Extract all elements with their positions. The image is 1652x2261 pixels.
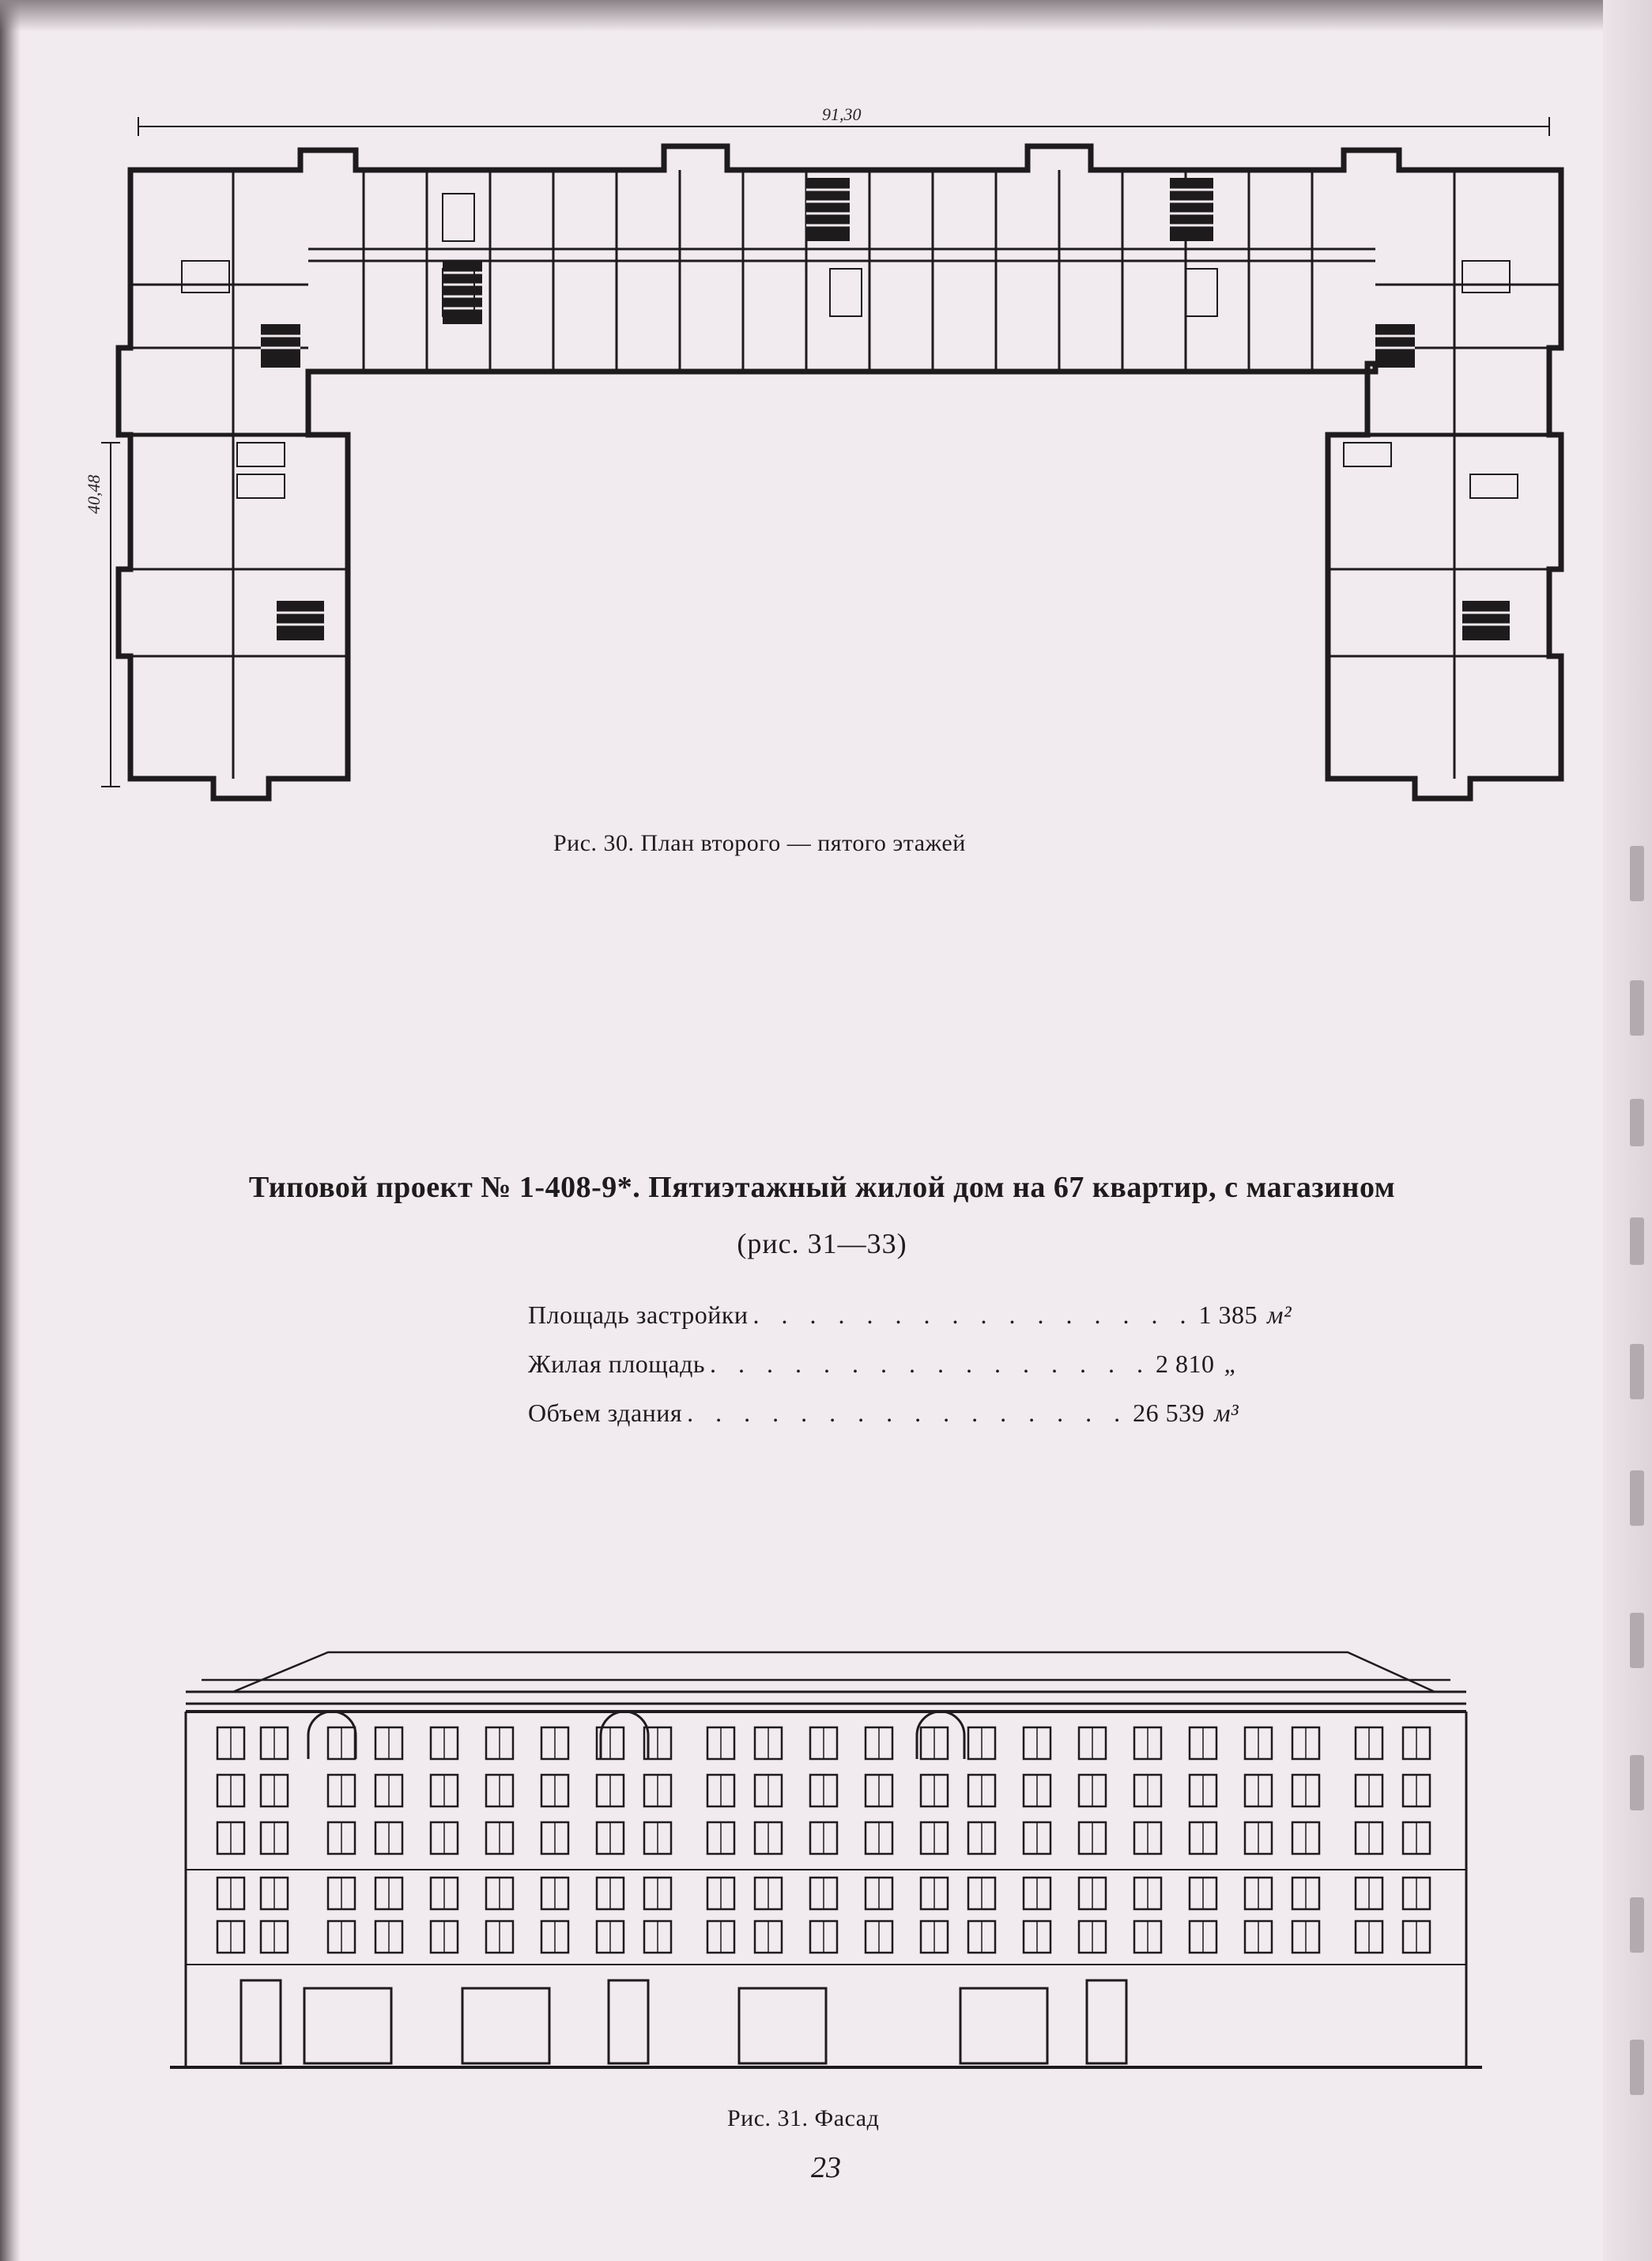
figure-31-caption: Рис. 31. Фасад: [727, 2105, 880, 2131]
stat-value: 1 385: [1198, 1300, 1258, 1329]
stat-label: Объем здания: [528, 1398, 683, 1427]
shop-window: [304, 1988, 391, 2063]
figures-reference: (рис. 31—33): [737, 1228, 907, 1259]
project-stats: [528, 1300, 1292, 1448]
stat-unit: м³: [1214, 1398, 1239, 1427]
spiral-binding: [1603, 0, 1652, 2261]
entrance-door: [609, 1980, 648, 2063]
plan-height-dimension: 40,48: [84, 474, 104, 514]
stat-row: [528, 1349, 1239, 1398]
shop-window: [739, 1988, 826, 2063]
stat-value: 2 810: [1156, 1349, 1215, 1378]
page-edge-shadow: [0, 0, 21, 2261]
floor-plan-drawing: [95, 103, 1597, 830]
stat-label: Площадь застройки: [528, 1300, 749, 1329]
facade-windows: [217, 1712, 1430, 2063]
stat-unit: „: [1224, 1349, 1239, 1378]
figure-30-caption: Рис. 30. План второго — пятого этажей: [553, 830, 966, 856]
stat-value: 26 539: [1133, 1398, 1205, 1427]
stat-label: Жилая площадь: [528, 1349, 705, 1378]
stat-unit: м²: [1267, 1300, 1292, 1329]
entrance-door: [1087, 1980, 1126, 2063]
stat-row: [528, 1300, 1292, 1349]
leader-dots: . . . . . . . . . . . . . . . .: [752, 1300, 1194, 1329]
facade-drawing: [170, 1640, 1482, 2083]
plan-width-dimension: 91,30: [822, 104, 862, 124]
stat-row: [528, 1398, 1239, 1448]
shop-window: [462, 1988, 549, 2063]
page-top-shadow: [0, 0, 1652, 32]
leader-dots: . . . . . . . . . . . . . . . .: [687, 1398, 1129, 1427]
arched-window: [308, 1712, 356, 1759]
shop-window: [960, 1988, 1047, 2063]
leader-dots: . . . . . . . . . . . . . . . .: [710, 1349, 1151, 1378]
project-title: Типовой проект № 1-408-9*. Пятиэтажный жилой дом на 67 квартир, с магазином: [248, 1171, 1396, 1204]
facade-figure: [170, 1640, 1482, 2083]
floor-plan-figure: [84, 103, 1597, 830]
entrance-door: [241, 1980, 281, 2063]
page-number: 23: [811, 2151, 841, 2184]
arched-window: [917, 1712, 964, 1759]
